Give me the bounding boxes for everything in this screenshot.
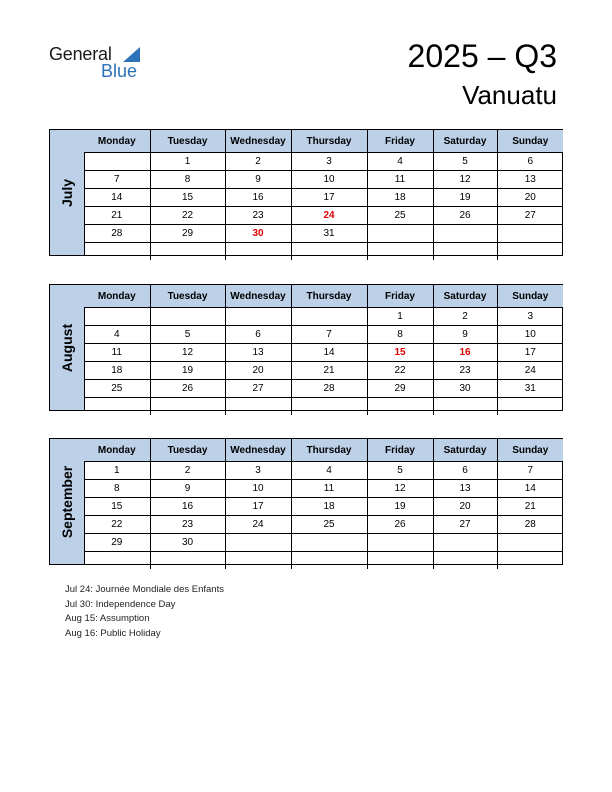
day-cell: 11 xyxy=(84,344,150,362)
day-cell: 17 xyxy=(497,344,563,362)
empty-day-cell xyxy=(291,398,367,416)
empty-day-cell xyxy=(433,243,497,261)
logo-general-text: General xyxy=(49,44,112,64)
weekday-header-wednesday: Wednesday xyxy=(225,439,291,462)
weekday-header-friday: Friday xyxy=(367,439,433,462)
day-cell: 4 xyxy=(367,153,433,171)
empty-day-cell xyxy=(84,398,150,416)
month-name: September xyxy=(59,465,75,538)
day-cell: 6 xyxy=(497,153,563,171)
day-cell: 22 xyxy=(150,207,225,225)
day-cell: 19 xyxy=(367,498,433,516)
day-cell: 16 xyxy=(225,189,291,207)
day-cell: 3 xyxy=(225,462,291,480)
empty-day-cell xyxy=(367,225,433,243)
weekday-header-thursday: Thursday xyxy=(291,285,367,308)
day-cell: 14 xyxy=(84,189,150,207)
month-label-bar xyxy=(50,285,85,410)
day-cell: 9 xyxy=(225,171,291,189)
day-cell: 12 xyxy=(150,344,225,362)
empty-day-cell xyxy=(84,308,150,326)
weekday-header-sunday: Sunday xyxy=(497,439,563,462)
holiday-note: Jul 24: Journée Mondiale des Enfants xyxy=(65,584,224,595)
day-cell: 8 xyxy=(84,480,150,498)
day-cell: 27 xyxy=(433,516,497,534)
day-cell: 4 xyxy=(84,326,150,344)
weekday-header-saturday: Saturday xyxy=(433,439,497,462)
empty-day-cell xyxy=(433,534,497,552)
day-cell: 5 xyxy=(367,462,433,480)
day-cell: 18 xyxy=(291,498,367,516)
day-cell: 30 xyxy=(433,380,497,398)
week-row xyxy=(84,207,563,225)
weekday-header-tuesday: Tuesday xyxy=(150,439,225,462)
day-cell: 25 xyxy=(367,207,433,225)
day-cell: 28 xyxy=(291,380,367,398)
weekday-header-friday: Friday xyxy=(367,130,433,153)
empty-day-cell xyxy=(497,225,563,243)
weekday-header-wednesday: Wednesday xyxy=(225,285,291,308)
weekday-header-row xyxy=(84,130,563,153)
day-cell: 26 xyxy=(367,516,433,534)
day-cell: 24 xyxy=(497,362,563,380)
weekday-header-thursday: Thursday xyxy=(291,130,367,153)
day-cell: 8 xyxy=(367,326,433,344)
day-cell: 9 xyxy=(150,480,225,498)
weekday-header-tuesday: Tuesday xyxy=(150,285,225,308)
empty-day-cell xyxy=(150,308,225,326)
empty-day-cell xyxy=(497,398,563,416)
empty-day-cell xyxy=(367,552,433,570)
day-cell: 13 xyxy=(433,480,497,498)
weekday-header-row xyxy=(84,285,563,308)
day-cell: 1 xyxy=(150,153,225,171)
day-cell: 2 xyxy=(433,308,497,326)
empty-day-cell xyxy=(225,552,291,570)
day-cell: 19 xyxy=(433,189,497,207)
day-cell: 23 xyxy=(225,207,291,225)
month-grid xyxy=(84,130,563,260)
month-grid xyxy=(84,285,563,415)
day-cell: 29 xyxy=(367,380,433,398)
day-cell: 15 xyxy=(367,344,433,362)
weekday-header-monday: Monday xyxy=(84,285,150,308)
day-cell: 23 xyxy=(433,362,497,380)
day-cell: 1 xyxy=(84,462,150,480)
day-cell: 5 xyxy=(150,326,225,344)
day-cell: 6 xyxy=(433,462,497,480)
country-name: Vanuatu xyxy=(462,80,557,110)
week-row xyxy=(84,153,563,171)
logo-triangle-icon xyxy=(123,47,140,62)
day-cell: 7 xyxy=(84,171,150,189)
holiday-note: Aug 16: Public Holiday xyxy=(65,628,161,640)
day-cell: 20 xyxy=(433,498,497,516)
day-cell: 2 xyxy=(150,462,225,480)
weekday-header-sunday: Sunday xyxy=(497,130,563,153)
day-cell: 31 xyxy=(497,380,563,398)
day-cell: 27 xyxy=(497,207,563,225)
empty-day-cell xyxy=(367,534,433,552)
page-title: 2025 – Q3 xyxy=(407,38,557,74)
day-cell: 5 xyxy=(433,153,497,171)
day-cell: 11 xyxy=(291,480,367,498)
week-row xyxy=(84,480,563,498)
week-row xyxy=(84,398,563,416)
day-cell: 12 xyxy=(433,171,497,189)
day-cell: 3 xyxy=(497,308,563,326)
day-cell: 14 xyxy=(497,480,563,498)
week-row xyxy=(84,362,563,380)
weekday-header-saturday: Saturday xyxy=(433,130,497,153)
empty-day-cell xyxy=(150,552,225,570)
day-cell: 26 xyxy=(150,380,225,398)
day-cell: 25 xyxy=(291,516,367,534)
weekday-header-monday: Monday xyxy=(84,130,150,153)
day-cell: 20 xyxy=(225,362,291,380)
month-grid xyxy=(84,439,563,569)
day-cell: 1 xyxy=(367,308,433,326)
empty-day-cell xyxy=(225,398,291,416)
month-name: July xyxy=(59,178,75,207)
empty-day-cell xyxy=(291,243,367,261)
holiday-note: Aug 15: Assumption xyxy=(65,613,150,625)
day-cell: 10 xyxy=(225,480,291,498)
empty-day-cell xyxy=(433,398,497,416)
week-row xyxy=(84,171,563,189)
logo-blue-text: Blue xyxy=(101,61,138,81)
month-calendar-august xyxy=(49,284,563,411)
week-row xyxy=(84,344,563,362)
empty-day-cell xyxy=(433,552,497,570)
day-cell: 13 xyxy=(497,171,563,189)
day-cell: 24 xyxy=(291,207,367,225)
day-cell: 4 xyxy=(291,462,367,480)
empty-day-cell xyxy=(225,534,291,552)
day-cell: 11 xyxy=(367,171,433,189)
day-cell: 22 xyxy=(84,516,150,534)
day-cell: 18 xyxy=(84,362,150,380)
day-cell: 25 xyxy=(84,380,150,398)
day-cell: 2 xyxy=(225,153,291,171)
day-cell: 16 xyxy=(433,344,497,362)
week-row xyxy=(84,243,563,261)
day-cell: 14 xyxy=(291,344,367,362)
week-row xyxy=(84,552,563,570)
day-cell: 24 xyxy=(225,516,291,534)
day-cell: 17 xyxy=(291,189,367,207)
day-cell: 22 xyxy=(367,362,433,380)
holiday-notes xyxy=(65,583,224,642)
day-cell: 17 xyxy=(225,498,291,516)
day-cell: 23 xyxy=(150,516,225,534)
weekday-header-friday: Friday xyxy=(367,285,433,308)
empty-day-cell xyxy=(367,243,433,261)
empty-day-cell xyxy=(497,552,563,570)
month-calendar-september xyxy=(49,438,563,565)
month-label-bar xyxy=(50,130,85,255)
day-cell: 21 xyxy=(497,498,563,516)
day-cell: 6 xyxy=(225,326,291,344)
day-cell: 21 xyxy=(291,362,367,380)
week-row xyxy=(84,225,563,243)
day-cell: 28 xyxy=(497,516,563,534)
empty-day-cell xyxy=(225,308,291,326)
day-cell: 3 xyxy=(291,153,367,171)
day-cell: 29 xyxy=(150,225,225,243)
holiday-note: Jul 30: Independence Day xyxy=(65,598,176,610)
day-cell: 12 xyxy=(367,480,433,498)
day-cell: 20 xyxy=(497,189,563,207)
week-row xyxy=(84,308,563,326)
day-cell: 19 xyxy=(150,362,225,380)
day-cell: 7 xyxy=(291,326,367,344)
day-cell: 21 xyxy=(84,207,150,225)
empty-day-cell xyxy=(84,243,150,261)
day-cell: 15 xyxy=(84,498,150,516)
empty-day-cell xyxy=(150,398,225,416)
day-cell: 18 xyxy=(367,189,433,207)
day-cell: 9 xyxy=(433,326,497,344)
weekday-header-row xyxy=(84,439,563,462)
empty-day-cell xyxy=(291,552,367,570)
day-cell: 27 xyxy=(225,380,291,398)
week-row xyxy=(84,498,563,516)
week-row xyxy=(84,326,563,344)
empty-day-cell xyxy=(497,243,563,261)
day-cell: 28 xyxy=(84,225,150,243)
empty-day-cell xyxy=(367,398,433,416)
week-row xyxy=(84,516,563,534)
empty-day-cell xyxy=(497,534,563,552)
week-row xyxy=(84,462,563,480)
day-cell: 13 xyxy=(225,344,291,362)
day-cell: 26 xyxy=(433,207,497,225)
week-row xyxy=(84,534,563,552)
week-row xyxy=(84,380,563,398)
empty-day-cell xyxy=(291,308,367,326)
generalblue-logo xyxy=(49,44,149,82)
day-cell: 8 xyxy=(150,171,225,189)
week-row xyxy=(84,189,563,207)
day-cell: 30 xyxy=(150,534,225,552)
day-cell: 30 xyxy=(225,225,291,243)
month-calendar-july xyxy=(49,129,563,256)
weekday-header-saturday: Saturday xyxy=(433,285,497,308)
empty-day-cell xyxy=(225,243,291,261)
empty-day-cell xyxy=(433,225,497,243)
weekday-header-tuesday: Tuesday xyxy=(150,130,225,153)
empty-day-cell xyxy=(291,534,367,552)
empty-day-cell xyxy=(84,552,150,570)
weekday-header-wednesday: Wednesday xyxy=(225,130,291,153)
day-cell: 7 xyxy=(497,462,563,480)
day-cell: 15 xyxy=(150,189,225,207)
day-cell: 31 xyxy=(291,225,367,243)
weekday-header-thursday: Thursday xyxy=(291,439,367,462)
weekday-header-sunday: Sunday xyxy=(497,285,563,308)
day-cell: 29 xyxy=(84,534,150,552)
empty-day-cell xyxy=(150,243,225,261)
weekday-header-monday: Monday xyxy=(84,439,150,462)
month-label-bar xyxy=(50,439,85,564)
month-name: August xyxy=(59,323,75,372)
day-cell: 16 xyxy=(150,498,225,516)
day-cell: 10 xyxy=(291,171,367,189)
empty-day-cell xyxy=(84,153,150,171)
day-cell: 10 xyxy=(497,326,563,344)
